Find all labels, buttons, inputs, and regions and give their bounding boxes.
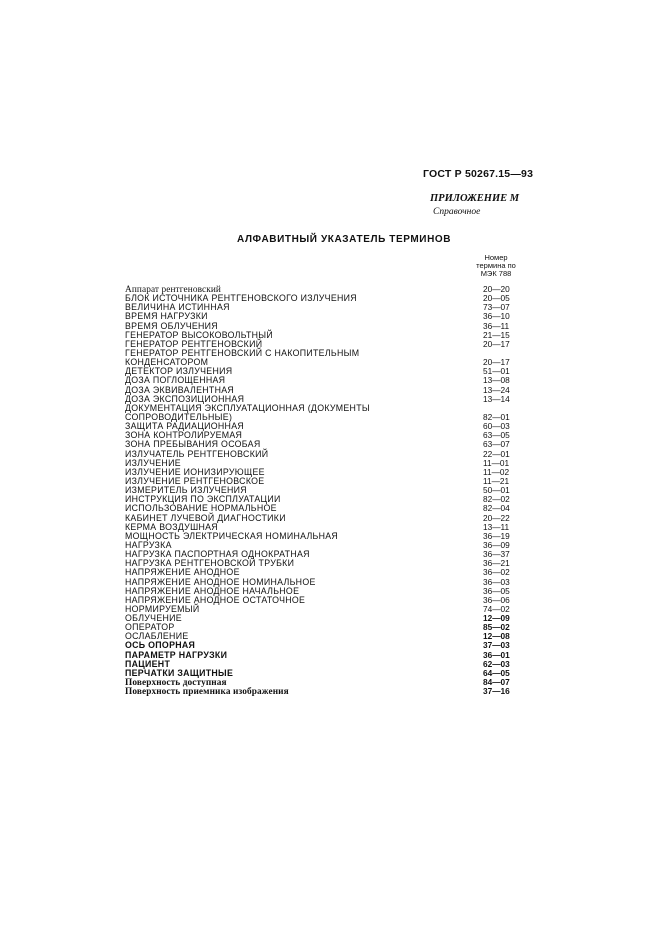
term-number: 63—05 — [483, 430, 510, 441]
standard-number: ГОСТ Р 50267.15—93 — [423, 168, 534, 180]
term-name: СОПРОВОДИТЕЛЬНЫЕ) — [125, 411, 233, 422]
index-entry — [125, 687, 535, 696]
term-number: 20—17 — [483, 357, 510, 368]
term-number: 36—02 — [483, 567, 510, 578]
term-name: НАПРЯЖЕНИЕ АНОДНОЕ ОСТАТОЧНОЕ — [125, 594, 306, 605]
term-name: ПАЦИЕНТ — [125, 658, 171, 669]
term-name: ВРЕМЯ ОБЛУЧЕНИЯ — [125, 320, 218, 331]
index-entry — [125, 605, 535, 614]
page-title: АЛФАВИТНЫЙ УКАЗАТЕЛЬ ТЕРМИНОВ — [237, 234, 452, 245]
term-name: НАПРЯЖЕНИЕ АНОДНОЕ НАЧАЛЬНОЕ — [125, 585, 300, 596]
term-number: 36—03 — [483, 576, 510, 587]
term-name: ИЗЛУЧЕНИЕ РЕНТГЕНОВСКОЕ — [125, 475, 265, 486]
term-number: 20—22 — [483, 512, 510, 523]
term-name: ОСЬ ОПОРНАЯ — [125, 640, 196, 651]
term-name: ОСЛАБЛЕНИЕ — [125, 631, 189, 642]
index-entry — [125, 614, 535, 623]
term-name: ОПЕРАТОР — [125, 622, 175, 633]
term-number: 85—02 — [483, 622, 510, 633]
index-entry — [125, 678, 535, 687]
term-number: 12—08 — [483, 631, 510, 642]
term-name: ИЗМЕРИТЕЛЬ ИЗЛУЧЕНИЯ — [125, 485, 247, 496]
term-name: КАБИНЕТ ЛУЧЕВОЙ ДИАГНОСТИКИ — [125, 512, 286, 523]
term-name: НАГРУЗКА — [125, 539, 172, 550]
term-number: 74—02 — [483, 603, 510, 614]
term-index — [125, 285, 535, 696]
term-number: 62—03 — [483, 658, 510, 669]
term-name: ДЕТЕКТОР ИЗЛУЧЕНИЯ — [125, 366, 233, 377]
term-name: ИЗЛУЧЕНИЕ ИОНИЗИРУЮЩЕЕ — [125, 466, 265, 477]
term-number: 13—08 — [483, 375, 510, 386]
term-number: 13—11 — [483, 521, 510, 532]
term-number: 36—05 — [483, 585, 510, 596]
term-number: 36—11 — [483, 320, 510, 331]
term-number: 22—01 — [483, 448, 510, 459]
term-number: 84—07 — [483, 677, 510, 688]
term-number: 36—19 — [483, 530, 510, 541]
term-number: 20—05 — [483, 293, 510, 304]
term-name: ГЕНЕРАТОР РЕНТГЕНОВСКИЙ С НАКОПИТЕЛЬНЫМ — [125, 347, 360, 358]
term-name: ДОЗА ЭКСПОЗИЦИОННАЯ — [125, 393, 245, 404]
index-entry — [125, 450, 535, 459]
term-number: 60—03 — [483, 421, 510, 432]
term-name: ГЕНЕРАТОР ВЫСОКОВОЛЬТНЫЙ — [125, 329, 273, 340]
term-name: ЗОНА КОНТРОЛИРУЕМАЯ — [125, 430, 243, 441]
term-name: ЗОНА ПРЕБЫВАНИЯ ОСОБАЯ — [125, 439, 261, 450]
term-name: ИНСТРУКЦИЯ ПО ЭКСПЛУАТАЦИИ — [125, 494, 281, 505]
term-number: 63—07 — [483, 439, 510, 450]
term-name: Поверхность доступная — [125, 678, 227, 689]
term-number: 13—14 — [483, 393, 510, 404]
term-name: НАПРЯЖЕНИЕ АНОДНОЕ НОМИНАЛЬНОЕ — [125, 576, 316, 587]
term-name: Поверхность приемника изображения — [125, 687, 289, 698]
column-header — [466, 254, 526, 278]
column-header-line: МЭК 788 — [480, 269, 512, 278]
term-number: 20—17 — [483, 338, 510, 349]
term-number: 21—15 — [483, 329, 510, 340]
term-number: 20—20 — [483, 284, 510, 294]
term-number: 50—01 — [483, 485, 510, 496]
term-number: 11—01 — [483, 457, 510, 468]
term-name: ДОЗА ПОГЛОЩЕННАЯ — [125, 375, 226, 386]
term-name: НАГРУЗКА РЕНТГЕНОВСКОЙ ТРУБКИ — [125, 558, 295, 569]
term-name: ОБЛУЧЕНИЕ — [125, 613, 182, 624]
index-entry — [125, 669, 535, 678]
term-name: ВЕЛИЧИНА ИСТИННАЯ — [125, 302, 230, 313]
term-number: 11—02 — [483, 466, 510, 477]
term-name: КЕРМА ВОЗДУШНАЯ — [125, 521, 218, 532]
term-number: 36—37 — [483, 549, 510, 560]
term-name: БЛОК ИСТОЧНИКА РЕНТГЕНОВСКОГО ИЗЛУЧЕНИЯ — [125, 293, 357, 304]
column-header-line: термина по — [476, 261, 516, 270]
term-number: 36—01 — [483, 649, 510, 660]
term-name: Аппарат рентгеновский — [125, 285, 221, 295]
column-header-line: Номер — [484, 253, 508, 262]
term-name: ИСПОЛЬЗОВАНИЕ НОРМАЛЬНОЕ — [125, 503, 277, 514]
term-number: 36—10 — [483, 311, 510, 322]
term-number: 82—04 — [483, 503, 510, 514]
term-number: 13—24 — [483, 384, 510, 395]
term-number: 82—01 — [483, 411, 510, 422]
index-entry — [125, 651, 535, 660]
term-number: 36—06 — [483, 594, 510, 605]
term-name: НОРМИРУЕМЫЙ — [125, 603, 200, 614]
term-name: ВРЕМЯ НАГРУЗКИ — [125, 311, 208, 322]
term-number: 36—09 — [483, 539, 510, 550]
term-name: ПАРАМЕТР НАГРУЗКИ — [125, 649, 228, 660]
term-number: 51—01 — [483, 366, 510, 377]
term-number: 37—16 — [483, 686, 510, 697]
term-name: ДОЗА ЭКВИВАЛЕНТНАЯ — [125, 384, 235, 395]
term-number: 64—05 — [483, 667, 510, 678]
term-name: КОНДЕНСАТОРОМ — [125, 357, 209, 368]
term-number: 37—03 — [483, 640, 510, 651]
term-name: ПЕРЧАТКИ ЗАЩИТНЫЕ — [125, 667, 234, 678]
term-number: 73—07 — [483, 302, 510, 313]
term-name: НАПРЯЖЕНИЕ АНОДНОЕ — [125, 567, 240, 578]
term-name: ЗАЩИТА РАДИАЦИОННАЯ — [125, 421, 245, 432]
appendix-label: ПРИЛОЖЕНИЕ М — [430, 193, 520, 204]
term-name: ИЗЛУЧАТЕЛЬ РЕНТГЕНОВСКИЙ — [125, 448, 269, 459]
term-number: 82—02 — [483, 494, 510, 505]
term-number: 12—09 — [483, 613, 510, 624]
term-name: МОЩНОСТЬ ЭЛЕКТРИЧЕСКАЯ НОМИНАЛЬНАЯ — [125, 530, 339, 541]
index-entry — [125, 532, 535, 541]
term-number: 11—21 — [483, 475, 510, 486]
term-number: 36—21 — [483, 558, 510, 569]
term-name: ИЗЛУЧЕНИЕ — [125, 457, 181, 468]
term-name: ДОКУМЕНТАЦИЯ ЭКСПЛУАТАЦИОННАЯ (ДОКУМЕНТЫ — [125, 402, 370, 413]
term-name: НАГРУЗКА ПАСПОРТНАЯ ОДНОКРАТНАЯ — [125, 549, 310, 560]
appendix-type: Справочное — [433, 207, 481, 217]
term-name: ГЕНЕРАТОР РЕНТГЕНОВСКИЙ — [125, 338, 263, 349]
